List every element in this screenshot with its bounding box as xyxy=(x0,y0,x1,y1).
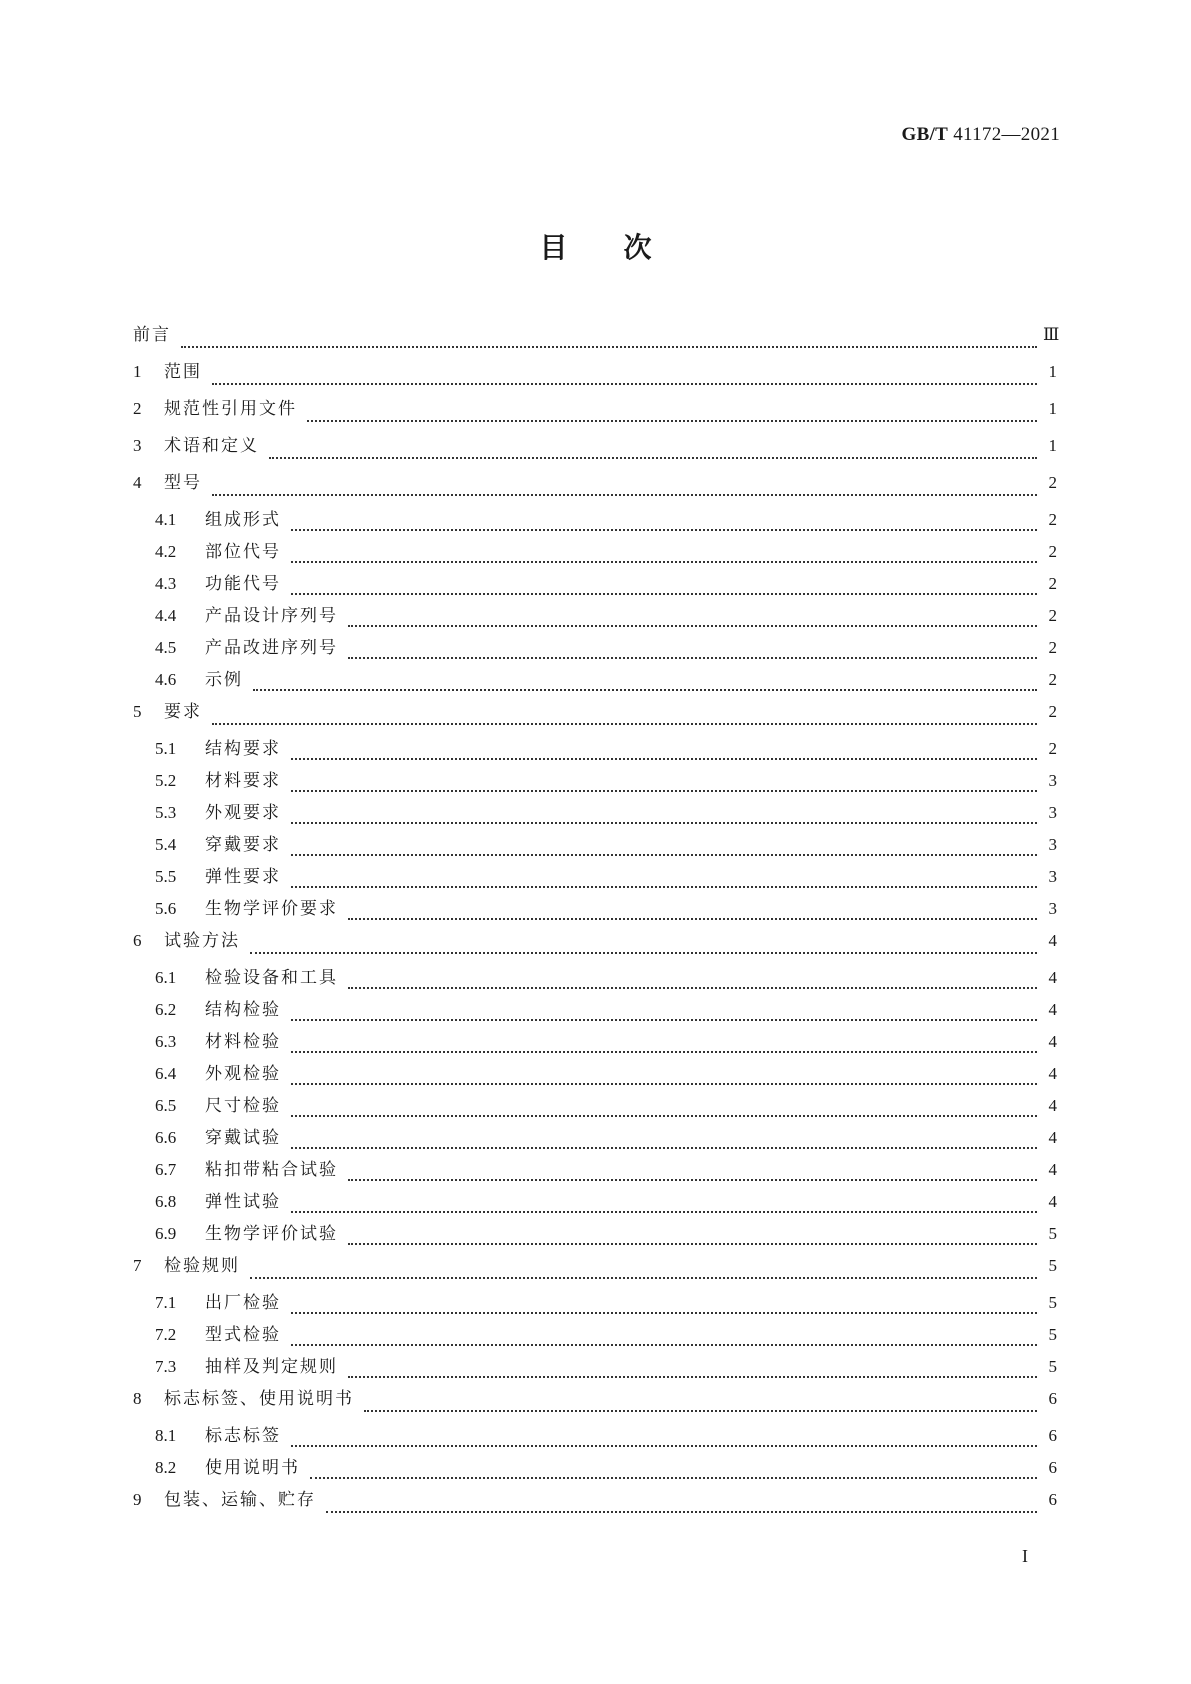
dot-leader xyxy=(291,528,1037,531)
dot-leader xyxy=(348,624,1037,627)
dot-leader xyxy=(291,1343,1037,1346)
dot-leader xyxy=(291,1311,1037,1314)
toc-entry-label: 外观检验 xyxy=(205,1064,281,1084)
toc-entry-number: 5.1 xyxy=(155,739,177,758)
toc-entry[interactable] xyxy=(133,1357,1057,1389)
dot-leader xyxy=(250,1276,1037,1279)
toc-entry[interactable] xyxy=(133,968,1057,1000)
toc-entry-label: 检验规则 xyxy=(164,1256,240,1276)
toc-entry[interactable] xyxy=(133,1224,1057,1256)
dot-leader xyxy=(212,722,1037,725)
dot-leader xyxy=(291,757,1037,760)
toc-entry-number: 5.5 xyxy=(155,867,177,886)
toc-entry-label: 结构要求 xyxy=(205,739,281,759)
dot-leader xyxy=(326,1510,1037,1513)
toc-entry[interactable] xyxy=(133,436,1057,473)
toc-entry-label: 功能代号 xyxy=(205,574,281,594)
toc-entry-label: 标志标签、使用说明书 xyxy=(164,1389,354,1409)
toc-entry-label: 产品改进序列号 xyxy=(205,638,338,658)
toc-entry-page: 4 xyxy=(1048,1128,1057,1147)
toc-entry-page: 4 xyxy=(1048,1032,1057,1051)
dot-leader xyxy=(253,688,1037,691)
toc-entry-number: 6.7 xyxy=(155,1160,177,1179)
toc-entry-label: 部位代号 xyxy=(205,542,281,562)
toc-entry-label: 材料检验 xyxy=(205,1032,281,1052)
toc-entry-label: 尺寸检验 xyxy=(205,1096,281,1116)
toc-entry-page: 2 xyxy=(1048,510,1057,529)
toc-entry-label: 穿戴试验 xyxy=(205,1128,281,1148)
toc-entry[interactable] xyxy=(133,1192,1057,1224)
dot-leader xyxy=(291,592,1037,595)
toc-entry[interactable] xyxy=(133,574,1057,606)
toc-entry-page: 4 xyxy=(1048,1096,1057,1115)
toc-entry[interactable] xyxy=(133,1128,1057,1160)
toc-entry-label: 标志标签 xyxy=(205,1426,281,1446)
toc-entry-label: 要求 xyxy=(164,702,202,722)
toc-entry-label: 试验方法 xyxy=(164,931,240,951)
dot-leader xyxy=(348,656,1037,659)
toc-entry[interactable] xyxy=(133,739,1057,771)
toc-entry[interactable] xyxy=(133,670,1057,702)
dot-leader xyxy=(348,917,1037,920)
toc-entry-label: 抽样及判定规则 xyxy=(205,1357,338,1377)
toc-entry-number: 4.4 xyxy=(155,606,177,625)
toc-entry-number: 8.2 xyxy=(155,1458,177,1477)
dot-leader xyxy=(291,1146,1037,1149)
toc-entry-label: 外观要求 xyxy=(205,803,281,823)
toc-entry-number: 9 xyxy=(133,1490,142,1509)
toc-entry-number: 2 xyxy=(133,399,142,418)
toc-entry[interactable] xyxy=(133,325,1060,362)
toc-entry-label: 结构检验 xyxy=(205,1000,281,1020)
toc-entry-label: 穿戴要求 xyxy=(205,835,281,855)
toc-entry[interactable] xyxy=(133,1160,1057,1192)
toc-entry-page: 6 xyxy=(1048,1389,1057,1408)
toc-entry-page: 4 xyxy=(1048,1192,1057,1211)
toc-entry-number: 6 xyxy=(133,931,142,950)
toc-entry-label: 弹性试验 xyxy=(205,1192,281,1212)
toc-entry-number: 4.2 xyxy=(155,542,177,561)
toc-entry-label: 型式检验 xyxy=(205,1325,281,1345)
toc-entry[interactable] xyxy=(133,702,1057,739)
toc-entry[interactable] xyxy=(133,1426,1057,1458)
toc-entry-page: 3 xyxy=(1048,803,1057,822)
toc-entry-page: 3 xyxy=(1048,899,1057,918)
toc-entry-number: 5 xyxy=(133,702,142,721)
toc-entry-number: 6.6 xyxy=(155,1128,177,1147)
dot-leader xyxy=(291,1050,1037,1053)
toc-entry-page: 5 xyxy=(1048,1293,1057,1312)
toc-entry-page: 2 xyxy=(1048,638,1057,657)
toc-entry-page: 6 xyxy=(1048,1458,1057,1477)
toc-entry-page: 5 xyxy=(1048,1325,1057,1344)
dot-leader xyxy=(291,1444,1037,1447)
toc-entry-page: 6 xyxy=(1048,1490,1057,1509)
toc-entry-label: 前言 xyxy=(133,325,171,345)
standard-prefix: GB/T xyxy=(901,124,949,145)
toc-entry[interactable] xyxy=(133,1389,1057,1426)
toc-entry-number: 4 xyxy=(133,473,142,492)
table-of-contents xyxy=(133,325,1060,1527)
toc-entry-number: 5.6 xyxy=(155,899,177,918)
toc-entry-page: 1 xyxy=(1048,399,1057,418)
toc-entry-label: 检验设备和工具 xyxy=(205,968,338,988)
toc-entry-label: 规范性引用文件 xyxy=(164,399,297,419)
toc-entry-page: 2 xyxy=(1048,606,1057,625)
dot-leader xyxy=(250,951,1037,954)
toc-entry[interactable] xyxy=(133,1293,1057,1325)
toc-entry-label: 材料要求 xyxy=(205,771,281,791)
toc-entry-label: 生物学评价试验 xyxy=(205,1224,338,1244)
dot-leader xyxy=(291,1114,1037,1117)
toc-entry-number: 4.5 xyxy=(155,638,177,657)
toc-entry-label: 粘扣带粘合试验 xyxy=(205,1160,338,1180)
toc-entry-page: 4 xyxy=(1048,931,1057,950)
toc-entry-label: 出厂检验 xyxy=(205,1293,281,1313)
toc-entry-number: 6.4 xyxy=(155,1064,177,1083)
standard-number xyxy=(902,124,1060,146)
toc-entry-number: 1 xyxy=(133,362,142,381)
toc-entry-number: 6.5 xyxy=(155,1096,177,1115)
toc-entry-page: Ⅲ xyxy=(1043,325,1060,344)
toc-entry-number: 4.6 xyxy=(155,670,177,689)
toc-entry-page: 3 xyxy=(1048,835,1057,854)
toc-entry[interactable] xyxy=(133,1000,1057,1032)
toc-entry-label: 使用说明书 xyxy=(205,1458,300,1478)
toc-entry[interactable] xyxy=(133,1032,1057,1064)
toc-entry[interactable] xyxy=(133,931,1057,968)
toc-entry-number: 3 xyxy=(133,436,142,455)
page-title: 目次 xyxy=(539,231,708,264)
dot-leader xyxy=(212,493,1037,496)
dot-leader xyxy=(307,419,1037,422)
dot-leader xyxy=(310,1476,1037,1479)
toc-entry[interactable] xyxy=(133,606,1057,638)
toc-entry[interactable] xyxy=(133,473,1057,510)
toc-entry-number: 5.3 xyxy=(155,803,177,822)
toc-entry-page: 6 xyxy=(1048,1426,1057,1445)
toc-entry-page: 4 xyxy=(1048,1160,1057,1179)
dot-leader xyxy=(291,885,1037,888)
dot-leader xyxy=(291,821,1037,824)
toc-entry[interactable] xyxy=(133,510,1057,542)
toc-entry-label: 包装、运输、贮存 xyxy=(164,1490,316,1510)
toc-entry-number: 6.8 xyxy=(155,1192,177,1211)
dot-leader xyxy=(364,1409,1037,1412)
dot-leader xyxy=(348,1178,1037,1181)
toc-entry-page: 5 xyxy=(1048,1256,1057,1275)
dot-leader xyxy=(291,789,1037,792)
dot-leader xyxy=(291,560,1037,563)
toc-entry-page: 4 xyxy=(1048,968,1057,987)
toc-entry-page: 2 xyxy=(1048,542,1057,561)
toc-entry-label: 范围 xyxy=(164,362,202,382)
toc-entry-number: 4.3 xyxy=(155,574,177,593)
toc-entry-label: 弹性要求 xyxy=(205,867,281,887)
dot-leader xyxy=(348,1242,1037,1245)
toc-entry-number: 8.1 xyxy=(155,1426,177,1445)
toc-entry[interactable] xyxy=(133,1458,1057,1490)
toc-entry-page: 5 xyxy=(1048,1357,1057,1376)
toc-entry-page: 4 xyxy=(1048,1000,1057,1019)
dot-leader xyxy=(291,1210,1037,1213)
toc-entry-label: 生物学评价要求 xyxy=(205,899,338,919)
toc-entry-page: 2 xyxy=(1048,574,1057,593)
toc-entry[interactable] xyxy=(133,1096,1057,1128)
toc-entry-page: 2 xyxy=(1048,702,1057,721)
toc-entry-number: 6.2 xyxy=(155,1000,177,1019)
dot-leader xyxy=(291,1082,1037,1085)
page-number: I xyxy=(1022,1546,1028,1566)
toc-entry-number: 6.3 xyxy=(155,1032,177,1051)
toc-entry-page: 1 xyxy=(1048,436,1057,455)
dot-leader xyxy=(291,853,1037,856)
toc-entry[interactable] xyxy=(133,803,1057,835)
toc-entry-page: 3 xyxy=(1048,771,1057,790)
toc-entry[interactable] xyxy=(133,1256,1057,1293)
toc-entry-number: 7 xyxy=(133,1256,142,1275)
dot-leader xyxy=(269,456,1037,459)
toc-entry-page: 2 xyxy=(1048,739,1057,758)
toc-entry-page: 2 xyxy=(1048,670,1057,689)
dot-leader xyxy=(212,382,1037,385)
toc-entry-number: 6.1 xyxy=(155,968,177,987)
toc-entry[interactable] xyxy=(133,399,1057,436)
toc-entry-page: 3 xyxy=(1048,867,1057,886)
toc-entry-number: 7.1 xyxy=(155,1293,177,1312)
toc-entry[interactable] xyxy=(133,362,1057,399)
toc-entry[interactable] xyxy=(133,899,1057,931)
toc-entry-label: 示例 xyxy=(205,670,243,690)
toc-entry[interactable] xyxy=(133,542,1057,574)
dot-leader xyxy=(348,986,1037,989)
toc-entry[interactable] xyxy=(133,835,1057,867)
toc-entry[interactable] xyxy=(133,867,1057,899)
toc-entry-number: 4.1 xyxy=(155,510,177,529)
toc-entry-number: 5.4 xyxy=(155,835,177,854)
toc-entry[interactable] xyxy=(133,1490,1057,1527)
toc-entry-number: 6.9 xyxy=(155,1224,177,1243)
toc-entry-number: 8 xyxy=(133,1389,142,1408)
dot-leader xyxy=(291,1018,1037,1021)
toc-entry[interactable] xyxy=(133,638,1057,670)
toc-entry-page: 2 xyxy=(1048,473,1057,492)
toc-entry-page: 5 xyxy=(1048,1224,1057,1243)
dot-leader xyxy=(181,345,1037,348)
toc-entry-number: 7.3 xyxy=(155,1357,177,1376)
toc-entry-label: 型号 xyxy=(164,473,202,493)
toc-entry-page: 1 xyxy=(1048,362,1057,381)
toc-entry-number: 7.2 xyxy=(155,1325,177,1344)
standard-code: 41172—2021 xyxy=(953,124,1060,145)
toc-entry[interactable] xyxy=(133,771,1057,803)
toc-entry-label: 术语和定义 xyxy=(164,436,259,456)
toc-entry-label: 产品设计序列号 xyxy=(205,606,338,626)
toc-entry-page: 4 xyxy=(1048,1064,1057,1083)
toc-entry-label: 组成形式 xyxy=(205,510,281,530)
toc-entry-number: 5.2 xyxy=(155,771,177,790)
toc-entry[interactable] xyxy=(133,1064,1057,1096)
dot-leader xyxy=(348,1375,1037,1378)
toc-entry[interactable] xyxy=(133,1325,1057,1357)
